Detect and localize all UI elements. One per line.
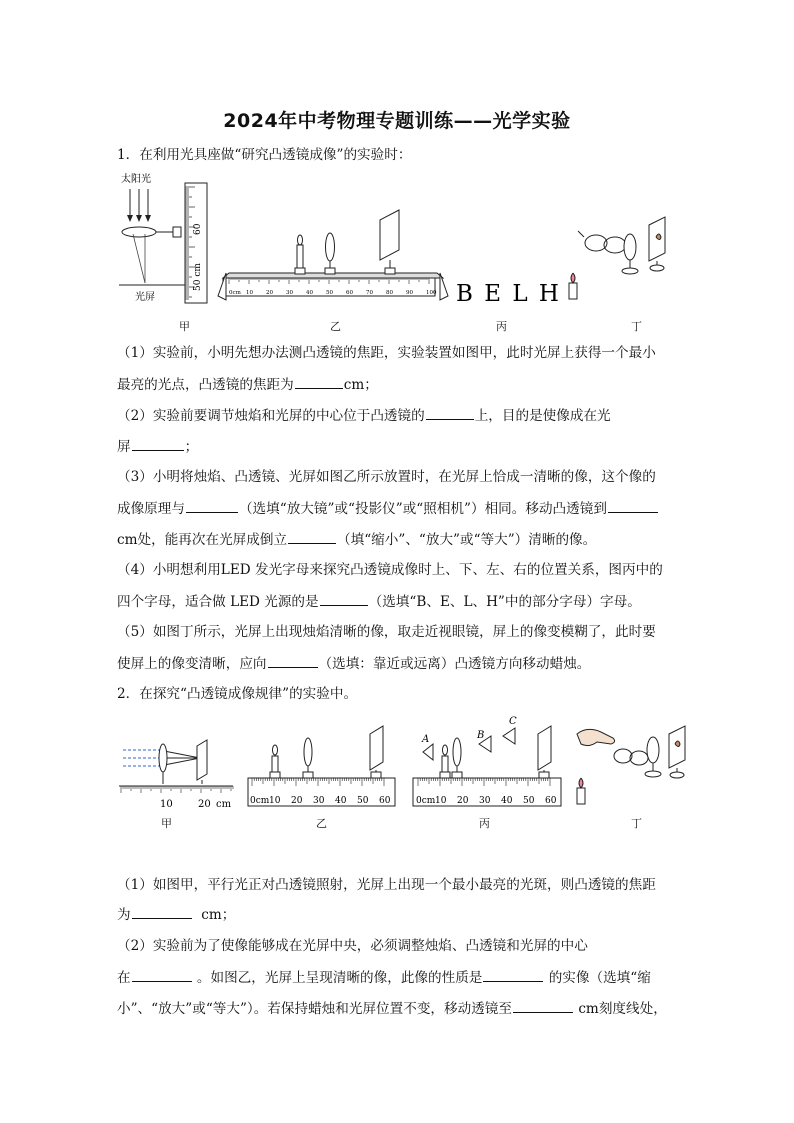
q1-p4b: 四个字母，适合做 LED 光源的是 （选填“B、E、L、H”中的部分字母）字母。 <box>117 594 641 610</box>
answer-blank[interactable] <box>132 968 192 982</box>
answer-blank[interactable] <box>483 968 543 982</box>
ruler-tick-label: 60 <box>379 796 391 806</box>
fig2-yi <box>248 726 395 806</box>
q1-p5a: （5）如图丁所示，光屏上出现烛焰清晰的像，取走近视眼镜，屏上的像变模糊了，此时要 <box>117 624 656 640</box>
answer-blank[interactable] <box>320 592 368 606</box>
q1-p3a: （3）小明将烛焰、凸透镜、光屏如图乙所示放置时，在光屏上恰成一清晰的像，这个像的 <box>117 469 656 485</box>
q1-p5b: 使屏上的像变清晰，应向 （选填：靠近或远离）凸透镜方向移动蜡烛。 <box>117 656 591 672</box>
ruler-tick-label: 60 <box>545 796 557 806</box>
q1-p1a: （1）实验前，小明先想办法测凸透镜的焦距，实验装置如图甲，此时光屏上获得一个最小 <box>117 345 656 361</box>
fig2a-tick-20: 20 <box>198 799 211 810</box>
ruler-tick-label: 20 <box>457 796 469 806</box>
bench-tick-label: 60 <box>346 290 353 296</box>
q1-caption-jia: 甲 <box>179 320 190 333</box>
q1-caption-ding: 丁 <box>631 320 642 333</box>
ruler-tick-label: 50 <box>357 796 369 806</box>
fig2-ding <box>577 726 685 804</box>
q2-p1a: （1）如图甲，平行光正对凸透镜照射，光屏上出现一个最小最亮的光斑，则凸透镜的焦距 <box>117 877 656 893</box>
bench-tick-label: 50 <box>326 290 333 296</box>
bench-tick-label: 20 <box>266 290 273 296</box>
fig2c-label-a: A <box>422 734 430 745</box>
ruler-60: 60 <box>193 223 203 235</box>
q1-stem: 1．在利用光具座做“研究凸透镜成像”的实验时： <box>117 147 412 163</box>
q2-caption-ding: 丁 <box>631 817 642 830</box>
answer-blank[interactable] <box>513 999 573 1013</box>
fig1-letters: B E L H <box>456 281 561 307</box>
bench-tick-label: 70 <box>366 290 373 296</box>
q2-stem: 2．在探究“凸透镜成像规律”的实验中。 <box>117 686 358 702</box>
q1-p4a: （4）小明想利用LED 发光字母来探究凸透镜成像时上、下、左、右的位置关系，图丙中的 <box>117 562 663 578</box>
answer-blank[interactable] <box>132 905 192 919</box>
ruler-tick-label: 40 <box>335 796 347 806</box>
q1-p3b: 成像原理与 （选填“放大镜”或“投影仪”或“照相机”）相同。移动凸透镜到 <box>117 499 659 518</box>
fig2a-tick-cm: cm <box>216 799 232 810</box>
fig1-ding <box>569 217 665 299</box>
answer-blank[interactable] <box>268 654 318 668</box>
ruler-tick-label: 0cm <box>416 796 436 806</box>
ruler-tick-label: 50 <box>523 796 535 806</box>
bench-tick-label: 80 <box>386 290 393 296</box>
fig2-bing <box>413 726 561 806</box>
bench-tick-label: 10 <box>246 290 253 296</box>
bench-tick-label: 100 <box>426 290 437 296</box>
ruler-50: 50 cm <box>193 263 203 291</box>
fig2c-label-b: B <box>477 730 485 741</box>
answer-blank[interactable] <box>608 499 658 513</box>
q2-figure <box>115 712 695 816</box>
fig2-jia <box>119 740 233 793</box>
answer-blank[interactable] <box>132 437 184 451</box>
q1-p2b: 屏 ； <box>117 439 199 455</box>
sun-label: 太阳光 <box>121 174 151 185</box>
fig1-yi <box>218 210 448 300</box>
ruler-tick-label: 10 <box>435 796 447 806</box>
q2-caption-jia: 甲 <box>161 817 172 830</box>
q2-caption-yi: 乙 <box>316 817 327 830</box>
q2-p2a: （2）实验前为了使像能够成在光屏中央，必须调整烛焰、凸透镜和光屏的中心 <box>117 938 588 954</box>
ruler-tick-label: 30 <box>479 796 491 806</box>
fig2a-tick-10: 10 <box>160 799 173 810</box>
ruler-tick-label: 40 <box>501 796 513 806</box>
bench-tick-label: 0cm <box>229 290 241 296</box>
bench-tick-label: 30 <box>286 290 293 296</box>
ruler-tick-label: 10 <box>269 796 281 806</box>
fig1-jia <box>119 172 207 303</box>
bench-tick-label: 40 <box>306 290 313 296</box>
ruler-tick-label: 0cm <box>250 796 270 806</box>
fig2c-label-c: C <box>509 716 517 727</box>
q1-p3c: cm处，能再次在光屏成倒立 （填“缩小”、“放大”或“等大”）清晰的像。 <box>117 532 597 548</box>
bench-tick-label: 90 <box>406 290 413 296</box>
q2-p2b: 在 。如图乙，光屏上呈现清晰的像，此像的性质是 的实像（选填“缩 <box>117 970 651 986</box>
q2-p1b: 为 cm； <box>117 907 236 923</box>
q2-p2c: 小”、“放大”或“等大”）。若保持蜡烛和光屏位置不变，移动透镜至 cm刻度线处， <box>117 1001 667 1017</box>
answer-blank[interactable] <box>295 375 343 389</box>
page-title: 2024年中考物理专题训练——光学实验 <box>223 110 571 132</box>
answer-blank[interactable] <box>288 530 336 544</box>
q2-caption-bing: 丙 <box>479 817 490 830</box>
answer-blank[interactable] <box>186 499 238 513</box>
screen-label: 光屏 <box>135 292 155 303</box>
ruler-tick-label: 30 <box>313 796 325 806</box>
ruler-tick-label: 20 <box>291 796 303 806</box>
q1-p1b: 最亮的光点，凸透镜的焦距为 cm； <box>117 377 378 393</box>
q1-figure <box>115 165 695 335</box>
q1-caption-yi: 乙 <box>330 320 341 333</box>
q1-p2a: （2）实验前要调节烛焰和光屏的中心位于凸透镜的 上，目的是使像成在光 <box>117 408 611 424</box>
answer-blank[interactable] <box>426 406 474 420</box>
q1-caption-bing: 丙 <box>496 320 507 333</box>
